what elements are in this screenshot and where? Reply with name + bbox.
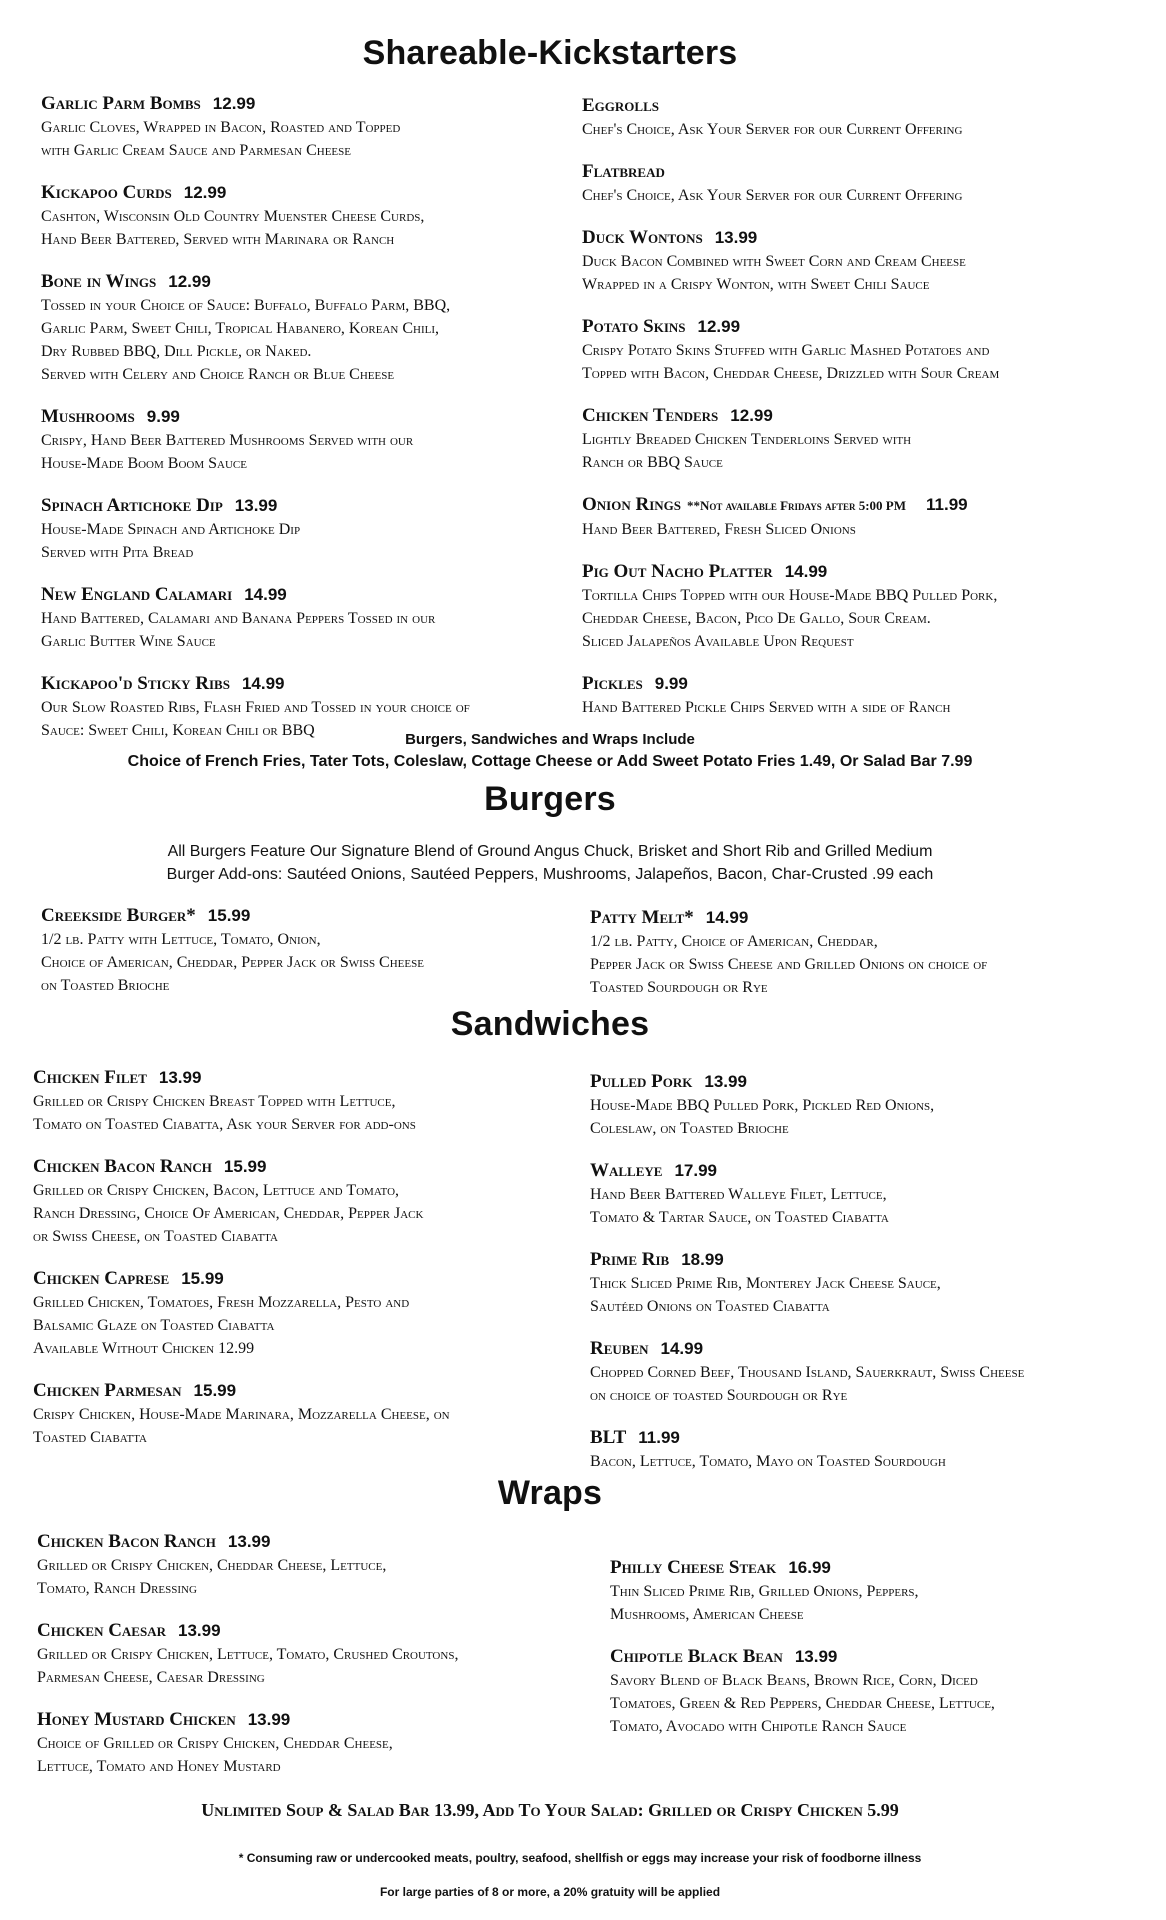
menu-item-price: 11.99 <box>926 495 968 514</box>
menu-item-name: Mushrooms <box>41 406 135 427</box>
description-line: Dry Rubbed BBQ, Dill Pickle, or Naked. <box>41 343 312 360</box>
description-line: Crispy, Hand Beer Battered Mushrooms Served with our <box>41 432 414 449</box>
menu-item-chicken-parmesan <box>33 1379 573 1449</box>
kickstarters-title: Shareable-Kickstarters <box>362 34 738 72</box>
menu-item-description <box>41 607 571 653</box>
menu-item-name: Chicken Tenders <box>582 405 719 426</box>
menu-item-price: 13.99 <box>178 1621 221 1640</box>
description-line: Thick Sliced Prime Rib, Monterey Jack Cheese Sauce, <box>590 1275 941 1292</box>
description-line: Crispy Chicken, House-Made Marinara, Mozzarella Cheese, on <box>33 1406 450 1423</box>
menu-item-header <box>33 1379 573 1403</box>
menu-item-description <box>590 1272 1150 1318</box>
includes-choices: Choice of French Fries, Tater Tots, Coleslaw, Cottage Cheese or Add Sweet Potato Fries 1.49, Or Salad Bar 7.99 <box>127 753 973 770</box>
menu-item-price: 13.99 <box>714 228 758 247</box>
menu-item-pig-out-nacho-platter <box>582 560 1142 653</box>
menu-item-description <box>41 294 571 386</box>
menu-item-header <box>610 1556 1150 1580</box>
includes-heading: Burgers, Sandwiches and Wraps Include <box>405 731 695 748</box>
menu-item-description <box>37 1554 577 1600</box>
menu-item-description <box>590 1361 1150 1407</box>
burgers-left-column <box>41 904 571 1016</box>
menu-item-description <box>582 118 1142 141</box>
menu-item-reuben <box>590 1337 1150 1407</box>
menu-item-description <box>610 1669 1150 1738</box>
description-line: Wrapped in a Crispy Wonton, with Sweet Chili Sauce <box>582 276 930 293</box>
menu-item-chipotle-black-bean <box>610 1645 1150 1738</box>
description-line: Cheddar Cheese, Bacon, Pico De Gallo, Sour Cream. <box>582 610 931 627</box>
menu-item-bone-in-wings <box>41 270 571 386</box>
menu-item-name: BLT <box>590 1427 627 1448</box>
menu-item-description <box>582 184 1142 207</box>
menu-item-header <box>582 226 1142 250</box>
menu-item-header <box>582 160 1142 184</box>
description-line: Tortilla Chips Topped with our House-Made BBQ Pulled Pork, <box>582 587 998 604</box>
description-line: Coleslaw, on Toasted Brioche <box>590 1120 789 1137</box>
menu-item-onion-rings <box>582 493 1142 541</box>
sandwiches-left-column <box>33 1066 573 1468</box>
menu-item-philly-cheese-steak <box>610 1556 1150 1626</box>
menu-item-header <box>582 94 1142 118</box>
burgers-addons-line: Burger Add-ons: Sautéed Onions, Sautéed Peppers, Mushrooms, Jalapeños, Bacon, Char-Crusted .99 each <box>166 866 934 883</box>
menu-item-name: Potato Skins <box>582 316 686 337</box>
burgers-intro-line-1: All Burgers Feature Our Signature Blend of Ground Angus Chuck, Brisket and Short Rib and Grilled Medium <box>167 843 933 860</box>
kickstarters-right-column <box>582 94 1142 738</box>
menu-item-name: Chicken Bacon Ranch <box>33 1156 212 1177</box>
menu-item-chicken-tenders <box>582 404 1142 474</box>
description-line: Grilled or Crispy Chicken, Lettuce, Tomato, Crushed Croutons, <box>37 1646 459 1663</box>
description-line: Grilled or Crispy Chicken, Bacon, Lettuce and Tomato, <box>33 1182 400 1199</box>
description-line: Chef's Choice, Ask Your Server for our Current Offering <box>582 187 963 204</box>
menu-item-price: 12.99 <box>730 406 773 425</box>
sandwiches-right-column <box>590 1070 1150 1492</box>
menu-item-name: Walleye <box>590 1160 663 1181</box>
description-line: Garlic Butter Wine Sauce <box>41 633 216 650</box>
menu-item-name: Patty Melt* <box>590 907 694 928</box>
description-line: Sautéed Onions on Toasted Ciabatta <box>590 1298 830 1315</box>
menu-item-header <box>41 92 571 116</box>
menu-item-prime-rib <box>590 1248 1150 1318</box>
menu-item-name: Chicken Parmesan <box>33 1380 182 1401</box>
kickstarters-left-column <box>41 92 571 761</box>
description-line: Chopped Corned Beef, Thousand Island, Sauerkraut, Swiss Cheese <box>590 1364 1025 1381</box>
description-line: Bacon, Lettuce, Tomato, Mayo on Toasted Sourdough <box>590 1453 946 1470</box>
burgers-title: Burgers <box>484 780 616 818</box>
burgers-intro <box>0 840 1100 886</box>
menu-item-price: 13.99 <box>227 1532 271 1551</box>
menu-item-header <box>41 181 571 205</box>
menu-item-header <box>41 583 571 607</box>
description-line: Ranch Dressing, Choice Of American, Cheddar, Pepper Jack <box>33 1205 424 1222</box>
menu-item-price: 12.99 <box>212 94 256 113</box>
menu-item-honey-mustard-chicken <box>37 1708 577 1778</box>
menu-item-spinach-artichoke-dip <box>41 494 571 564</box>
menu-item-name: Chicken Caesar <box>37 1620 166 1641</box>
menu-item-name: Prime Rib <box>590 1249 670 1270</box>
menu-item-price: 14.99 <box>784 562 828 581</box>
description-line: Choice of American, Cheddar, Pepper Jack or Swiss Cheese <box>41 954 424 971</box>
menu-item-new-england-calamari <box>41 583 571 653</box>
menu-item-header <box>37 1708 577 1732</box>
menu-item-description <box>590 930 1150 999</box>
description-line: Hand Beer Battered, Served with Marinara or Ranch <box>41 231 395 248</box>
description-line: Served with Celery and Choice Ranch or Blue Cheese <box>41 366 395 383</box>
description-line: Mushrooms, American Cheese <box>610 1606 804 1623</box>
description-line: Garlic Cloves, Wrapped in Bacon, Roasted and Topped <box>41 119 401 136</box>
description-line: House-Made Boom Boom Sauce <box>41 455 247 472</box>
menu-item-description <box>582 339 1142 385</box>
menu-item-description <box>37 1643 577 1689</box>
menu-item-chicken-filet <box>33 1066 573 1136</box>
description-line: Tomatoes, Green & Red Peppers, Cheddar Cheese, Lettuce, <box>610 1695 995 1712</box>
menu-item-price: 11.99 <box>638 1428 680 1447</box>
description-line: Available Without Chicken 12.99 <box>33 1340 255 1357</box>
menu-item-name: Kickapoo'd Sticky Ribs <box>41 673 230 694</box>
menu-item-flatbread <box>582 160 1142 207</box>
description-line: Tomato & Tartar Sauce, on Toasted Ciabatta <box>590 1209 889 1226</box>
description-line: Thin Sliced Prime Rib, Grilled Onions, Peppers, <box>610 1583 919 1600</box>
description-line: Garlic Parm, Sweet Chili, Tropical Habanero, Korean Chili, <box>41 320 439 337</box>
description-line: Our Slow Roasted Ribs, Flash Fried and Tossed in your choice of <box>41 699 470 716</box>
menu-item-garlic-parm-bombs <box>41 92 571 162</box>
menu-item-price: 15.99 <box>181 1269 224 1288</box>
description-line: with Garlic Cream Sauce and Parmesan Cheese <box>41 142 351 159</box>
description-line: Tomato, Avocado with Chipotle Ranch Sauce <box>610 1718 907 1735</box>
menu-item-header <box>590 1248 1150 1272</box>
description-line: Hand Battered Pickle Chips Served with a side of Ranch <box>582 699 951 716</box>
menu-item-header <box>37 1530 577 1554</box>
menu-item-walleye <box>590 1159 1150 1229</box>
menu-item-description <box>610 1580 1150 1626</box>
menu-item-name: Chipotle Black Bean <box>610 1646 783 1667</box>
menu-item-price: 13.99 <box>794 1647 838 1666</box>
description-line: Ranch or BBQ Sauce <box>582 454 723 471</box>
description-line: Served with Pita Bread <box>41 544 194 561</box>
menu-item-header <box>41 904 571 928</box>
menu-item-pulled-pork <box>590 1070 1150 1140</box>
description-line: Choice of Grilled or Crispy Chicken, Cheddar Cheese, <box>37 1735 393 1752</box>
wraps-title: Wraps <box>497 1474 603 1512</box>
menu-item-description <box>582 250 1142 296</box>
menu-item-price: 14.99 <box>660 1339 704 1358</box>
menu-item-description <box>590 1450 1150 1473</box>
description-line: Tossed in your Choice of Sauce: Buffalo, Buffalo Parm, BBQ, <box>41 297 451 314</box>
menu-item-price: 18.99 <box>681 1250 724 1269</box>
menu-item-header <box>33 1155 573 1179</box>
menu-item-description <box>33 1403 573 1449</box>
menu-item-name: Garlic Parm Bombs <box>41 93 201 114</box>
gratuity-note: For large parties of 8 or more, a 20% gratuity will be applied <box>379 1885 721 1899</box>
description-line: Duck Bacon Combined with Sweet Corn and Cream Cheese <box>582 253 966 270</box>
menu-item-price: 12.99 <box>697 317 741 336</box>
description-line: Pepper Jack or Swiss Cheese and Grilled Onions on choice of <box>590 956 988 973</box>
menu-item-header <box>590 906 1150 930</box>
description-line: Toasted Ciabatta <box>33 1429 148 1446</box>
description-line: or Swiss Cheese, on Toasted Ciabatta <box>33 1228 278 1245</box>
menu-item-header <box>33 1267 573 1291</box>
menu-item-price: 13.99 <box>704 1072 747 1091</box>
menu-item-header <box>41 270 571 294</box>
menu-item-name: Spinach Artichoke Dip <box>41 495 223 516</box>
menu-item-name: New England Calamari <box>41 584 233 605</box>
menu-item-header <box>41 672 571 696</box>
menu-item-kickapoo-curds <box>41 181 571 251</box>
menu-item-price: 15.99 <box>207 906 251 925</box>
menu-item-pickles <box>582 672 1142 719</box>
menu-item-price: 14.99 <box>244 585 287 604</box>
menu-item-note: **Not available Fridays after 5:00 PM <box>687 498 906 513</box>
description-line: Tomato on Toasted Ciabatta, Ask your Server for add-ons <box>33 1116 416 1133</box>
description-line: Topped with Bacon, Cheddar Cheese, Drizzled with Sour Cream <box>582 365 1000 382</box>
description-line: Crispy Potato Skins Stuffed with Garlic Mashed Potatoes and <box>582 342 990 359</box>
menu-item-header <box>590 1070 1150 1094</box>
menu-item-description <box>41 518 571 564</box>
menu-item-eggrolls <box>582 94 1142 141</box>
menu-item-name: Chicken Caprese <box>33 1268 170 1289</box>
menu-item-price: 12.99 <box>168 272 211 291</box>
menu-item-blt <box>590 1426 1150 1473</box>
menu-item-name: Kickapoo Curds <box>41 182 172 203</box>
menu-item-name: Chicken Filet <box>33 1067 147 1088</box>
menu-item-description <box>41 116 571 162</box>
wraps-left-column <box>37 1530 577 1797</box>
description-line: Grilled Chicken, Tomatoes, Fresh Mozzarella, Pesto and <box>33 1294 410 1311</box>
menu-item-price: 16.99 <box>788 1558 831 1577</box>
soup-salad-bar-note: Unlimited Soup & Salad Bar 13.99, Add To Your Salad: Grilled or Crispy Chicken 5.99 <box>201 1800 899 1820</box>
description-line: Cashton, Wisconsin Old Country Muenster Cheese Curds, <box>41 208 425 225</box>
menu-item-description <box>582 428 1142 474</box>
menu-item-description <box>33 1090 573 1136</box>
menu-item-header <box>610 1645 1150 1669</box>
description-line: 1/2 lb. Patty, Choice of American, Cheddar, <box>590 933 878 950</box>
description-line: Hand Beer Battered, Fresh Sliced Onions <box>582 521 856 538</box>
menu-item-header <box>37 1619 577 1643</box>
menu-item-price: 13.99 <box>247 1710 291 1729</box>
menu-item-chicken-bacon-ranch <box>33 1155 573 1248</box>
sandwiches-title: Sandwiches <box>450 1005 650 1043</box>
menu-item-name: Onion Rings <box>582 494 681 515</box>
menu-item-name: Pig Out Nacho Platter <box>582 561 773 582</box>
menu-item-name: Eggrolls <box>582 95 659 116</box>
menu-item-description <box>33 1291 573 1360</box>
menu-item-chicken-caesar <box>37 1619 577 1689</box>
menu-item-name: Chicken Bacon Ranch <box>37 1531 216 1552</box>
menu-item-description <box>582 696 1142 719</box>
description-line: Lettuce, Tomato and Honey Mustard <box>37 1758 281 1775</box>
menu-item-name: Honey Mustard Chicken <box>37 1709 236 1730</box>
description-line: Hand Battered, Calamari and Banana Peppers Tossed in our <box>41 610 436 627</box>
menu-item-name: Philly Cheese Steak <box>610 1557 777 1578</box>
menu-item-description <box>41 205 571 251</box>
burgers-right-column <box>590 906 1150 1018</box>
menu-item-creekside-burger <box>41 904 571 997</box>
menu-item-price: 17.99 <box>674 1161 718 1180</box>
description-line: 1/2 lb. Patty with Lettuce, Tomato, Onion, <box>41 931 321 948</box>
menu-item-description <box>582 584 1142 653</box>
menu-item-header <box>582 315 1142 339</box>
menu-item-price: 14.99 <box>241 674 285 693</box>
menu-item-description <box>41 928 571 997</box>
menu-item-description <box>37 1732 577 1778</box>
menu-item-chicken-caprese <box>33 1267 573 1360</box>
menu-item-description <box>590 1183 1150 1229</box>
menu-item-price: 15.99 <box>223 1157 267 1176</box>
menu-item-duck-wontons <box>582 226 1142 296</box>
menu-item-header <box>582 404 1142 428</box>
menu-item-chicken-bacon-ranch <box>37 1530 577 1600</box>
menu-item-price: 13.99 <box>158 1068 202 1087</box>
description-line: House-Made Spinach and Artichoke Dip <box>41 521 301 538</box>
description-line: Lightly Breaded Chicken Tenderloins Served with <box>582 431 912 448</box>
menu-item-price: 13.99 <box>234 496 278 515</box>
menu-item-potato-skins <box>582 315 1142 385</box>
menu-item-price: 12.99 <box>183 183 227 202</box>
menu-item-description <box>582 518 1142 541</box>
menu-item-name: Pickles <box>582 673 643 694</box>
menu-item-mushrooms <box>41 405 571 475</box>
description-line: Parmesan Cheese, Caesar Dressing <box>37 1669 265 1686</box>
description-line: Grilled or Crispy Chicken Breast Topped with Lettuce, <box>33 1093 396 1110</box>
description-line: Tomato, Ranch Dressing <box>37 1580 197 1597</box>
menu-item-price: 9.99 <box>654 674 688 693</box>
menu-item-name: Bone in Wings <box>41 271 157 292</box>
menu-item-name: Pulled Pork <box>590 1071 693 1092</box>
menu-item-description <box>33 1179 573 1248</box>
description-line: Sliced Jalapeños Available Upon Request <box>582 633 854 650</box>
wraps-right-column <box>610 1556 1150 1757</box>
foodborne-warning: * Consuming raw or undercooked meats, poultry, seafood, shellfish or eggs may increase your risk of foodborne illness <box>238 1851 922 1865</box>
description-line: Grilled or Crispy Chicken, Cheddar Cheese, Lettuce, <box>37 1557 387 1574</box>
menu-item-name: Creekside Burger* <box>41 905 196 926</box>
description-line: Chef's Choice, Ask Your Server for our Current Offering <box>582 121 963 138</box>
menu-item-header <box>590 1426 1150 1450</box>
menu-item-name: Duck Wontons <box>582 227 703 248</box>
description-line: Sauce: Sweet Chili, Korean Chili or BBQ <box>41 722 315 739</box>
menu-item-name: Flatbread <box>582 161 665 182</box>
description-line: Savory Blend of Black Beans, Brown Rice, Corn, Diced <box>610 1672 978 1689</box>
menu-item-description <box>41 429 571 475</box>
menu-item-header <box>582 560 1142 584</box>
description-line: Hand Beer Battered Walleye Filet, Lettuce, <box>590 1186 887 1203</box>
menu-item-header <box>590 1337 1150 1361</box>
description-line: Balsamic Glaze on Toasted Ciabatta <box>33 1317 275 1334</box>
menu-item-price: 15.99 <box>193 1381 237 1400</box>
menu-item-header <box>582 493 1142 518</box>
menu-item-price: 9.99 <box>146 407 180 426</box>
menu-item-header <box>33 1066 573 1090</box>
description-line: on choice of toasted Sourdough or Rye <box>590 1387 848 1404</box>
menu-item-header <box>41 494 571 518</box>
menu-item-header <box>41 405 571 429</box>
menu-item-price: 14.99 <box>705 908 749 927</box>
description-line: on Toasted Brioche <box>41 977 170 994</box>
menu-item-header <box>582 672 1142 696</box>
description-line: Toasted Sourdough or Rye <box>590 979 768 996</box>
description-line: House-Made BBQ Pulled Pork, Pickled Red Onions, <box>590 1097 935 1114</box>
menu-item-name: Reuben <box>590 1338 649 1359</box>
menu-item-patty-melt <box>590 906 1150 999</box>
menu-item-description <box>590 1094 1150 1140</box>
menu-item-header <box>590 1159 1150 1183</box>
